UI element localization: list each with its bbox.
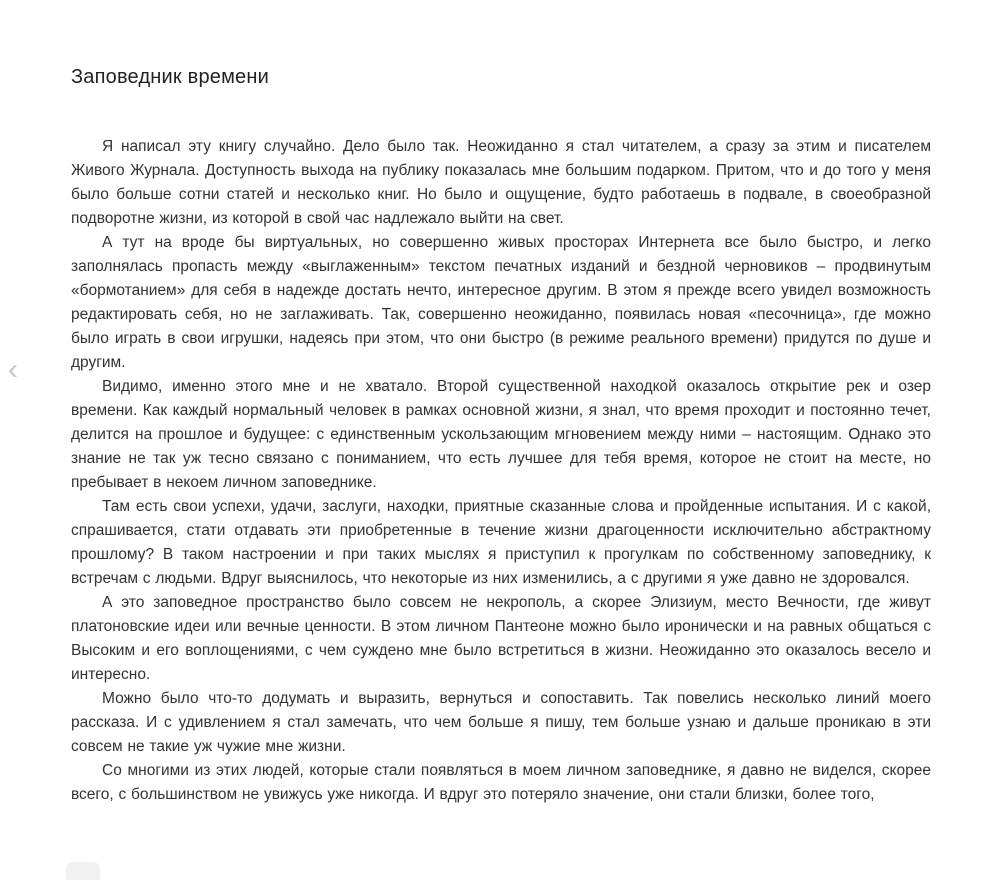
prev-page-button[interactable] (0, 348, 26, 392)
bottom-left-button[interactable] (66, 862, 100, 880)
chevron-left-icon: ‹ (8, 353, 18, 386)
paragraph: Можно было что-то додумать и выразить, вернуться и сопоставить. Так повелись несколько линий моего рассказа. И с удивлением я стал замечать, что чем больше я пишу, тем больше узнаю и дальше проникаю в эти совсем не такие уж чужие мне жизни. (71, 690, 931, 755)
paragraph: А тут на вроде бы виртуальных, но совершенно живых просторах Интернета все было быстро, и легко заполнялась пропасть между «выглаженным» текстом печатных изданий и бездной черновиков – продвинутым «бормотанием» для себя в надежде достать нечто, интересное другим. В этом я прежде всего увидел возможность редактировать себя, но не заглаживать. Так, совершенно неожиданно, появилась новая «песочница», где можно было играть в свои игрушки, надеясь при этом, что они быстро (в режиме реального времени) придутся по душе и другим. (71, 234, 931, 371)
paragraph: Со многими из этих людей, которые стали появляться в моем личном заповеднике, я давно не виделся, скорее всего, с большинством не увижусь уже никогда. И вдруг это потеряло значение, они стали близки, более того, (71, 762, 931, 803)
paragraph: Видимо, именно этого мне и не хватало. Второй существенной находкой оказалось открытие рек и озер времени. Как каждый нормальный человек в рамках основной жизни, я знал, что время проходит и постоянно течет, делится на прошлое и будущее: с единственным ускользающим мгновением между ними – настоящим. Однако это знание не так уж тесно связано с пониманием, что есть лучшее для тебя время, которое не стоит на месте, но пребывает в некоем личном заповеднике. (71, 378, 931, 491)
book-content (71, 66, 931, 807)
page-title: Заповедник времени (71, 66, 269, 88)
paragraph: Там есть свои успехи, удачи, заслуги, находки, приятные сказанные слова и пройденные испытания. И с какой, спрашивается, стати отдавать эти приобретенные в течение жизни драгоценности исключительно абстрактному прошлому? В таком настроении и при таких мыслях я приступил к прогулкам по собственному заповеднику, к встречам с людьми. Вдруг выяснилось, что некоторые из них изменились, а с другими я уже давно не здоровался. (71, 498, 931, 587)
paragraph: Я написал эту книгу случайно. Дело было так. Неожиданно я стал читателем, а сразу за этим и писателем Живого Журнала. Доступность выхода на публику показалась мне большим подарком. Притом, что и до того у меня было больше сотни статей и несколько книг. Но было и ощущение, будто работаешь в подвале, в своеобразной подворотне жизни, из которой в свой час надлежало выйти на свет. (71, 138, 931, 227)
paragraph: А это заповедное пространство было совсем не некрополь, а скорее Элизиум, место Вечности, где живут платоновские идеи или вечные ценности. В этом личном Пантеоне можно было иронически и на равных общаться с Высоким и его воплощениями, с чем суждено мне было встретиться в жизни. Неожиданно это оказалось весело и интересно. (71, 594, 931, 683)
